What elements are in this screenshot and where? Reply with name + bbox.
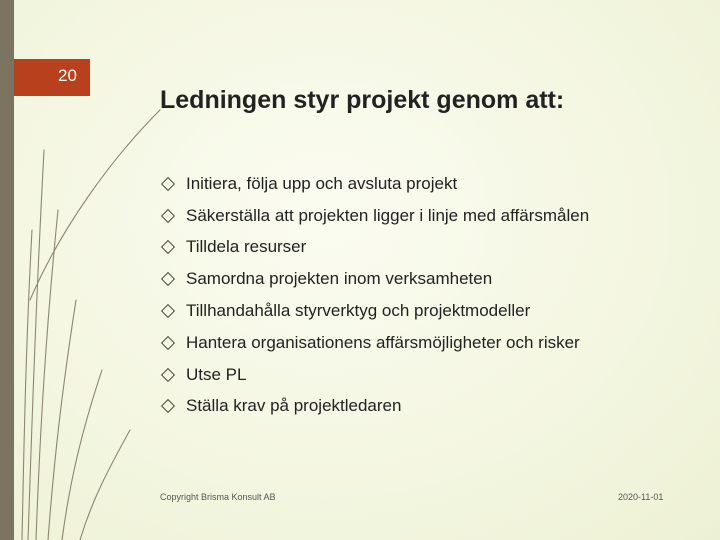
diamond-bullet-icon (161, 336, 175, 350)
left-bar (0, 0, 14, 540)
bullet-item (161, 391, 589, 423)
bullet-text: Säkerställa att projekten ligger i linje med affärsmålen (186, 205, 590, 225)
bullet-item (161, 168, 589, 200)
diamond-bullet-icon (161, 272, 175, 286)
bullet-text: Tillhandahålla styrverktyg och projektmodeller (186, 301, 531, 321)
diamond-bullet-icon (161, 209, 175, 223)
bullet-item (161, 295, 589, 327)
diamond-bullet-icon (161, 399, 175, 413)
diamond-bullet-icon (161, 240, 175, 254)
bullet-list (161, 168, 589, 422)
diamond-bullet-icon (161, 368, 175, 382)
bullet-text: Samordna projekten inom verksamheten (186, 269, 493, 289)
slide-number: 20 (58, 66, 77, 85)
bullet-item (161, 327, 589, 359)
bullet-text: Utse PL (186, 364, 247, 384)
bullet-text: Tilldela resurser (186, 237, 307, 257)
bullet-item (161, 200, 589, 232)
footer-date: 2020-11-01 (618, 492, 664, 502)
diamond-bullet-icon (161, 177, 175, 191)
bullet-item (161, 359, 589, 391)
bullet-item (161, 263, 589, 295)
bullet-text: Initiera, följa upp och avsluta projekt (186, 173, 458, 193)
slide-number-badge (14, 59, 90, 96)
footer-copyright: Copyright Brisma Konsult AB (160, 492, 276, 502)
diamond-bullet-icon (161, 304, 175, 318)
bullet-text: Ställa krav på projektledaren (186, 396, 402, 416)
bullet-text: Hantera organisationens affärsmöjligheter och risker (186, 332, 580, 352)
bullet-item (161, 232, 589, 264)
slide-title: Ledningen styr projekt genom att: (160, 86, 565, 114)
